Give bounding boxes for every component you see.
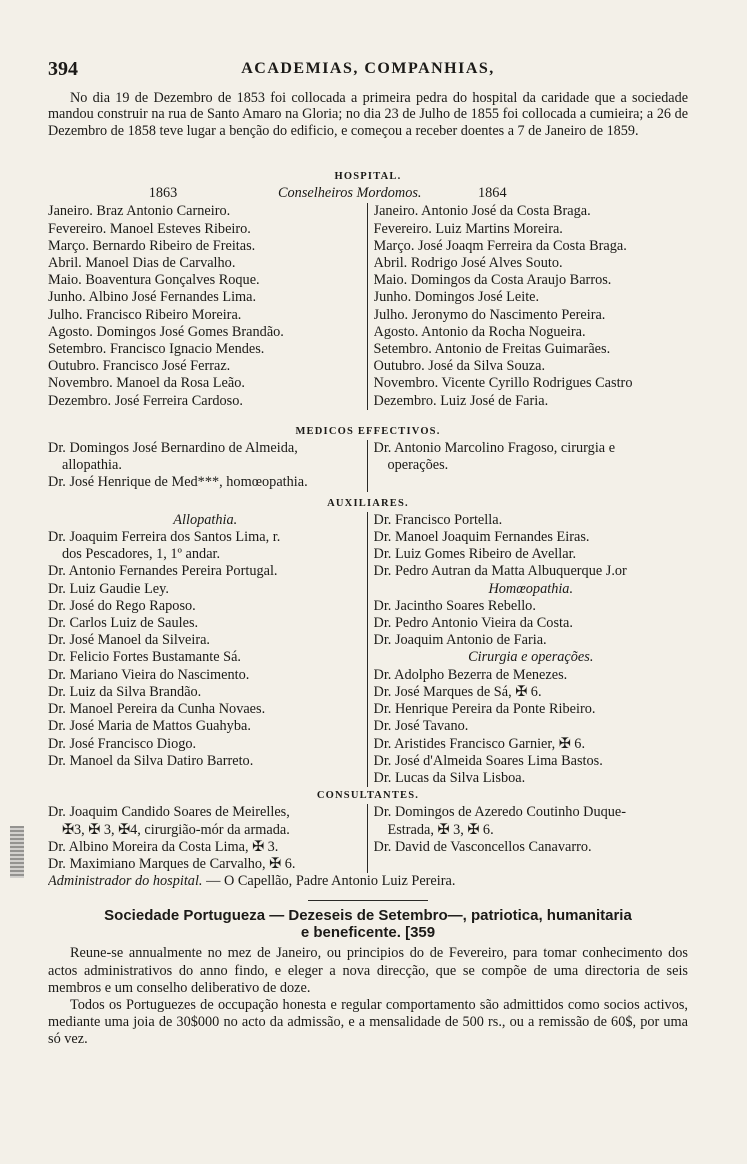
list-line: Agosto. Domingos José Gomes Brandão.: [48, 323, 284, 340]
sociedade-paragraph-1: Reune-se annualmente no mez de Janeiro, ou principios do de Fevereiro, para tomar conhecimento dos actos administrativos do anno findo, e eleger a nova direcção, que se compõe de uma directoria de seis membros e um conselho deliberativo de doze.: [48, 945, 688, 996]
year-1863: 1863: [148, 185, 178, 202]
medicos-heading: MEDICOS EFFECTIVOS.: [295, 425, 441, 437]
list-line: Dr. Lucas da Silva Lisboa.: [373, 769, 526, 786]
list-line: Janeiro. Braz Antonio Carneiro.: [48, 203, 231, 220]
auxiliares-right: [374, 512, 689, 787]
list-line: Fevereiro. Luiz Martins Moreira.: [373, 220, 563, 237]
list-line: Dr. Joaquim Ferreira dos Santos Lima, r.: [48, 529, 281, 546]
list-line: Junho. Domingos José Leite.: [373, 289, 540, 306]
list-line: Dr. José do Rego Raposo.: [48, 597, 196, 614]
consultante-line: Dr. Domingos de Azeredo Coutinho Duque-: [373, 804, 627, 821]
cirurgia-subheading: Cirurgia e operações.: [468, 649, 594, 666]
list-line: Dr. José Maria de Mattos Guahyba.: [48, 718, 251, 735]
list-line: Dr. Manoel Joaquim Fernandes Eiras.: [373, 529, 590, 546]
hospital-heading: HOSPITAL.: [334, 171, 402, 182]
administrador-text: — O Capellão, Padre Antonio Luiz Pereira.: [206, 873, 456, 890]
consultante-line: Dr. David de Vasconcellos Canavarro.: [373, 838, 592, 855]
list-line: Dr. Felicio Fortes Bustamante Sá.: [48, 649, 241, 666]
list-line: Dezembro. José Ferreira Cardoso.: [48, 392, 243, 409]
list-line: Novembro. Vicente Cyrillo Rodrigues Castro: [373, 375, 633, 392]
list-line: Dr. Manoel Pereira da Cunha Novaes.: [48, 701, 266, 718]
list-line: Maio. Boaventura Gonçalves Roque.: [48, 272, 260, 289]
conselheiros-heading: Conselheiros Mordomos.: [278, 185, 422, 202]
list-line: Dr. Luiz Gaudie Ley.: [48, 580, 169, 597]
list-line: Dr. Henrique Pereira da Ponte Ribeiro.: [373, 701, 596, 718]
page-edge-mark: [10, 826, 24, 878]
list-line: Dr. José d'Almeida Soares Lima Bastos.: [373, 752, 603, 769]
list-line: Dr. Carlos Luiz de Saules.: [48, 615, 199, 632]
consultante-line: Estrada, ✠ 3, ✠ 6.: [387, 821, 494, 838]
page-number: 394: [48, 58, 78, 80]
list-line: Junho. Albino José Fernandes Lima.: [48, 289, 257, 306]
sociedade-paragraph-2: Todos os Portuguezes de occupação honesta e regular comportamento são admittidos como socios activos, mediante uma joia de 30$000 no acto da admissão, e a mensalidade de 500 rs., ou a remissão de 60$, por uma só vez.: [48, 996, 688, 1048]
medico-line: Dr. José Henrique de Med***, homœopathia.: [48, 474, 308, 491]
list-line: Dr. Antonio Fernandes Pereira Portugal.: [48, 563, 278, 580]
divider: [308, 900, 428, 901]
list-line: Dr. José Francisco Diogo.: [48, 735, 197, 752]
list-line: Setembro. Francisco Ignacio Mendes.: [48, 341, 265, 358]
medicos-right: [374, 440, 689, 492]
medico-line: Dr. Antonio Marcolino Fragoso, cirurgia e: [373, 440, 616, 457]
medico-line: operações.: [387, 457, 449, 474]
list-line: Dr. Joaquim Antonio de Faria.: [373, 632, 547, 649]
list-line: Julho. Jeronymo do Nascimento Pereira.: [373, 306, 606, 323]
intro-text: No dia 19 de Dezembro de 1853 foi collocada a primeira pedra do hospital da caridade que a sociedade mandou construir na rua de Santo Amaro na Gloria; no dia 23 de Julho de 1855 foi collocada a cumieira; a 26 de Dezembro de 1858 teve lugar a benção do edificio, e começou a receber doentes a 7 de Janeiro de 1859.: [48, 90, 688, 139]
list-line: Março. Bernardo Ribeiro de Freitas.: [48, 237, 256, 254]
consultante-line: Dr. Joaquim Candido Soares de Meirelles,: [48, 804, 290, 821]
auxiliares-left: [48, 512, 363, 787]
list-line: Dezembro. Luiz José de Faria.: [373, 392, 549, 409]
consultantes-heading: CONSULTANTES.: [316, 790, 420, 802]
running-title: ACADEMIAS, COMPANHIAS,: [241, 60, 495, 77]
list-line: Setembro. Antonio de Freitas Guimarães.: [373, 341, 611, 358]
administrador-label: Administrador do hospital.: [48, 873, 203, 890]
list-line: Dr. José Manoel da Silveira.: [48, 632, 210, 649]
mordomos-1864: [374, 203, 689, 409]
allopathia-subheading: Allopathia.: [173, 511, 238, 528]
list-line: Dr. Adolpho Bezerra de Menezes.: [373, 666, 568, 683]
list-line: Agosto. Antonio da Rocha Nogueira.: [373, 323, 586, 340]
homoeopathia-subheading: Homœopathia.: [488, 580, 574, 597]
consultante-line: Dr. Albino Moreira da Costa Lima, ✠ 3.: [48, 838, 279, 855]
intro-paragraph: [48, 90, 688, 139]
mordomos-1863: [48, 203, 363, 409]
list-line: Novembro. Manoel da Rosa Leão.: [48, 375, 245, 392]
list-line: Dr. Pedro Antonio Vieira da Costa.: [373, 615, 573, 632]
year-1864: 1864: [478, 185, 507, 202]
list-line: Dr. Pedro Autran da Matta Albuquerque J.or: [373, 563, 627, 580]
list-line: Dr. Manoel da Silva Datiro Barreto.: [48, 752, 254, 769]
hospital-section: [48, 168, 688, 1049]
list-line: Abril. Rodrigo José Alves Souto.: [373, 255, 563, 272]
list-line: Dr. Jacintho Soares Rebello.: [373, 597, 536, 614]
consultante-line: Dr. Maximiano Marques de Carvalho, ✠ 6.: [48, 855, 296, 872]
list-line: Abril. Manoel Dias de Carvalho.: [48, 255, 236, 272]
list-line: Julho. Francisco Ribeiro Moreira.: [48, 306, 242, 323]
medico-line: Dr. Domingos José Bernardino de Almeida,: [48, 440, 298, 457]
list-line: Outubro. Francisco José Ferraz.: [48, 358, 231, 375]
medico-line: allopathia.: [62, 457, 122, 474]
list-line: Maio. Domingos da Costa Araujo Barros.: [373, 272, 612, 289]
page-header: [48, 58, 688, 82]
sociedade-title-1: Sociedade Portugueza — Dezeseis de Setembro—, patriotica, humanitaria: [104, 907, 632, 925]
list-line: Dr. Aristides Francisco Garnier, ✠ 6.: [373, 735, 586, 752]
administrador-line: [48, 873, 688, 890]
list-line: Janeiro. Antonio José da Costa Braga.: [373, 203, 591, 220]
consultantes-left: [48, 804, 363, 873]
list-line: Dr. Luiz Gomes Ribeiro de Avellar.: [373, 546, 577, 563]
list-line: Dr. José Marques de Sá, ✠ 6.: [373, 683, 542, 700]
list-line: Dr. Luiz da Silva Brandão.: [48, 683, 202, 700]
list-line: Fevereiro. Manoel Esteves Ribeiro.: [48, 220, 251, 237]
medicos-left: [48, 440, 363, 492]
list-line: Dr. José Tavano.: [373, 718, 469, 735]
list-line: Março. José Joaqm Ferreira da Costa Braga.: [373, 237, 627, 254]
list-line: dos Pescadores, 1, 1º andar.: [62, 546, 221, 563]
list-line: Dr. Mariano Vieira do Nascimento.: [48, 666, 250, 683]
sociedade-body: [48, 945, 688, 1048]
auxiliares-heading: AUXILIARES.: [327, 497, 409, 509]
consultante-line: ✠3, ✠ 3, ✠4, cirurgião-mór da armada.: [62, 821, 290, 838]
list-line: Dr. Francisco Portella.: [373, 511, 503, 528]
list-line: Outubro. José da Silva Souza.: [373, 358, 546, 375]
consultantes-right: [374, 804, 689, 873]
sociedade-title-2: e beneficente. [359: [300, 924, 436, 942]
